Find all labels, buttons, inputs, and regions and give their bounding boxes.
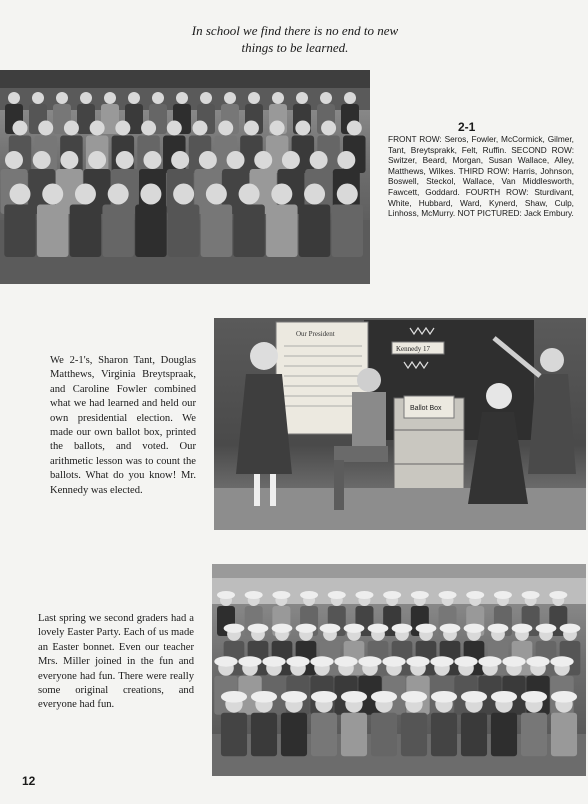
election-photo (214, 318, 586, 530)
board-label: Kennedy 17 (396, 345, 431, 353)
header-line-1: In school we find there is no end to new (191, 23, 399, 38)
easter-photo-figures (212, 564, 586, 776)
ballot-box-label: Ballot Box (410, 405, 442, 412)
class-photo-caption: FRONT ROW: Seros, Fowler, McCormick, Gilmer, Tant, Breytsprakk, Felt, Ruffin. SECOND ROW: Switzer, Beard, Morgan, Susan Wallace, Alley, Matthews, Wilkes. THIRD ROW: Harris, Johnson, Boswell, Steckol, Wallace, Van Middlesworth, Fawcett, Goddard. FOURTH ROW: Sturdivant, White, Hubbard, Ward, Kynerd, Shaw, Culp, Linhoss, McMurry. NOT PICTURED: Jack Embury. (388, 134, 574, 219)
election-story-text: We 2-1's, Sharon Tant, Douglas Matthews, Virginia Breytspraak, and Caroline Fowler combined what we had learned and held our own presidential election. We made our own ballot box, printed the ballots, and voted. Our arithmetic lesson was to count the ballots. What do you know! Mr. Kennedy was elected. (50, 355, 196, 496)
header-line-2: things to be learned. (241, 40, 349, 55)
easter-story-text: Last spring we second graders had a lovely Easter Party. Each of us made an Easter bonnet. Even our teacher Mrs. Miller joined in the fun and everyone had fun. There were really some original creations, and everyone had fun. (38, 613, 194, 711)
class-photo (0, 70, 370, 284)
poster-title: Our President (296, 330, 335, 338)
page-number: 12 (22, 774, 36, 788)
page-header (120, 22, 470, 56)
class-photo-figures (0, 70, 370, 284)
class-title: 2-1 (458, 120, 476, 134)
election-photo-scene (214, 318, 586, 530)
easter-photo (212, 564, 586, 776)
